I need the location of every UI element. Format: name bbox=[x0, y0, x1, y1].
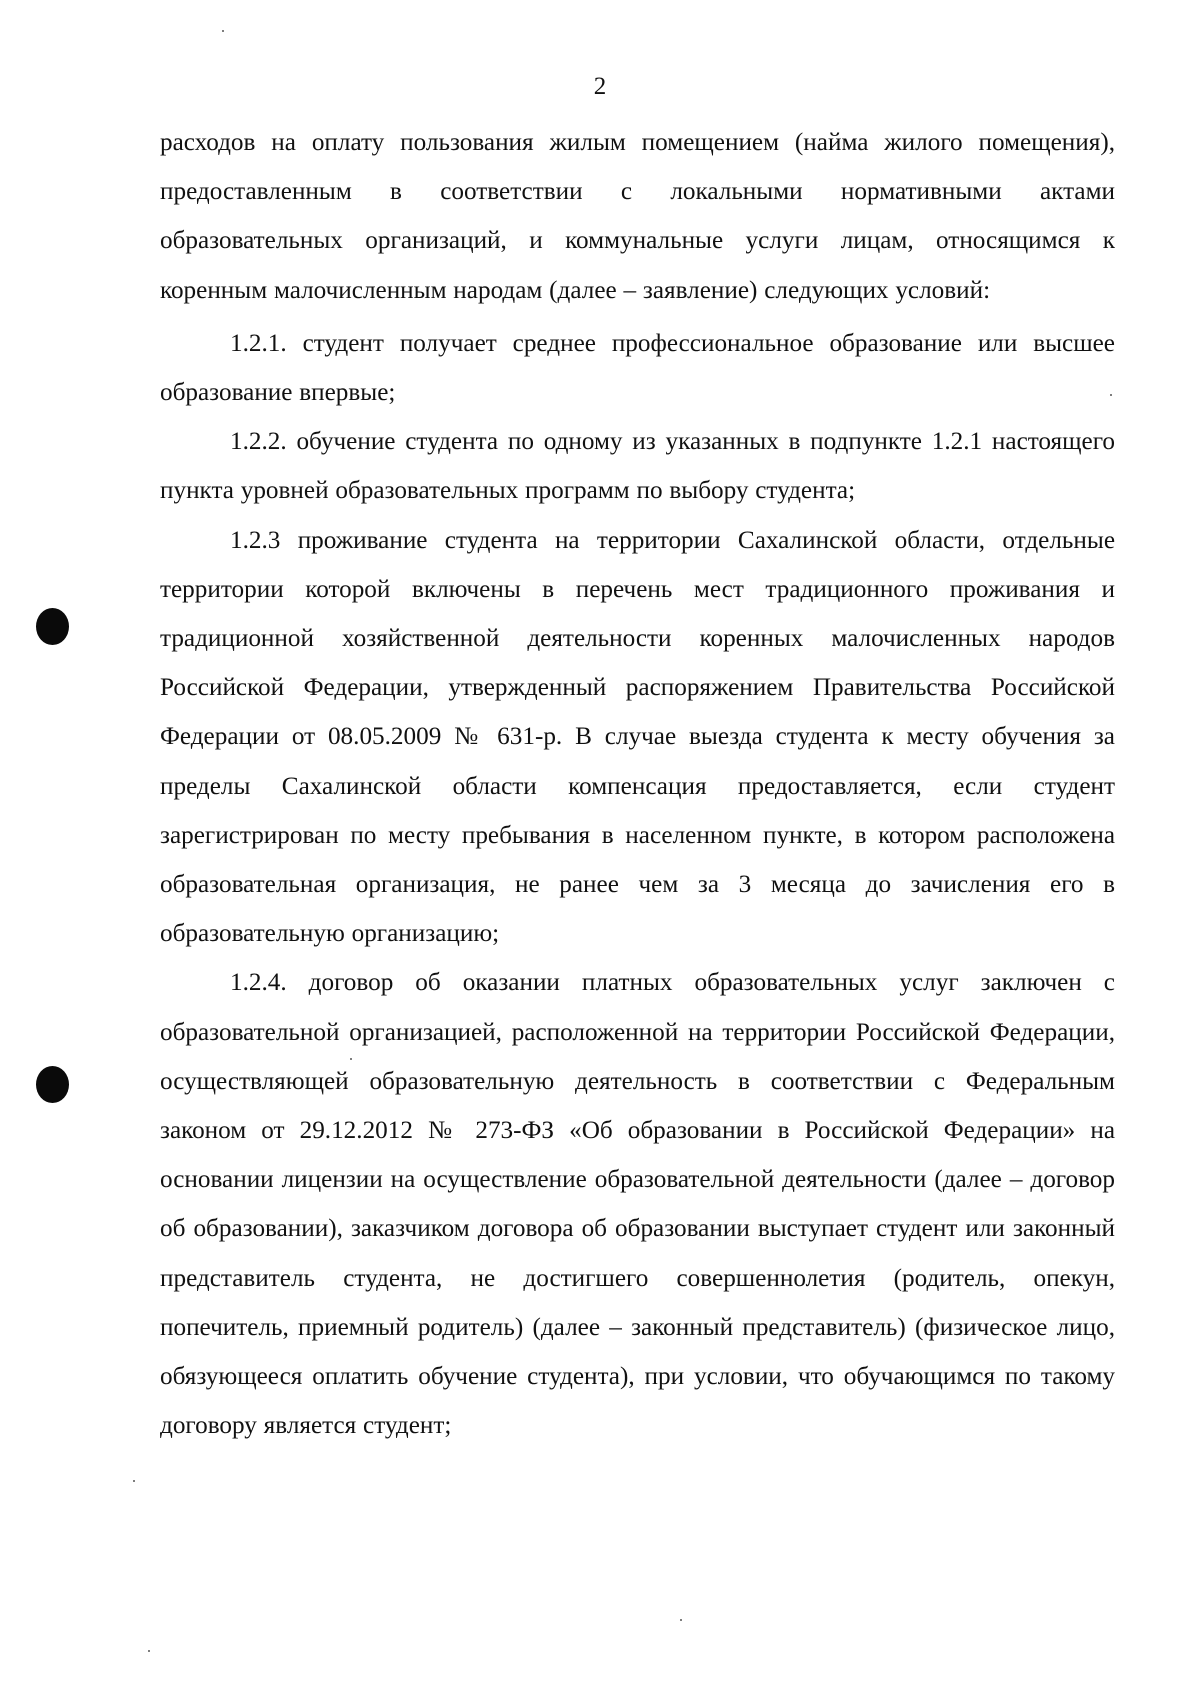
punch-hole-upper bbox=[36, 608, 69, 645]
paragraph-1-2-1: 1.2.1. студент получает среднее профессиональное образование или высшее образование впервые; bbox=[160, 329, 1115, 407]
scan-speck bbox=[680, 1619, 682, 1621]
scan-speck bbox=[133, 1480, 135, 1482]
paragraph-intro-continuation: расходов на оплату пользования жилым помещением (найма жилого помещения), предоставленным в соответствии с локальными нормативными актами образовательных организаций, и коммунальные услуги лицам, относящимся к коренным малочисленным народам (далее – заявление) следующих условий: bbox=[160, 129, 1115, 304]
punch-hole-lower bbox=[36, 1066, 69, 1103]
paragraph-1-2-2: 1.2.2. обучение студента по одному из указанных в подпункте 1.2.1 настоящего пункта уровней образовательных программ по выбору студента; bbox=[160, 428, 1115, 505]
document-body bbox=[160, 118, 1115, 1450]
scan-speck bbox=[222, 30, 224, 32]
paragraph-1-2-4: 1.2.4. договор об оказании платных образовательных услуг заключен с образовательной организацией, расположенной на территории Российской Федерации, осуществляющей образовательную деятельность в соответствии с Федеральным законом от 29.12.2012 № 273-ФЗ «Об образовании в Российской Федерации» на основании лицензии на осуществление образовательной деятельности (далее – договор об образовании), заказчиком договора об образовании выступает студент или законный представитель студента, не достигшего совершеннолетия (родитель, опекун, попечитель, приемный родитель) (далее – законный представитель) (физическое лицо, обязующееся оплатить обучение студента), при условии, что обучающимся по такому договору является студент; bbox=[160, 969, 1115, 1440]
scan-speck bbox=[148, 1650, 150, 1652]
page-number: 2 bbox=[593, 73, 607, 100]
paragraph-1-2-3: 1.2.3 проживание студента на территории Сахалинской области, отдельные территории которой включены в перечень мест традиционного проживания и традиционной хозяйственной деятельности коренных малочисленных народов Российской Федерации, утвержденный распоряжением Правительства Российской Федерации от 08.05.2009 № 631-р. В случае выезда студента к месту обучения за пределы Сахалинской области компенсация предоставляется, если студент зарегистрирован по месту пребывания в населенном пункте, в котором расположена образовательная организация, не ранее чем за 3 месяца до зачисления его в образовательную организацию; bbox=[160, 526, 1115, 948]
